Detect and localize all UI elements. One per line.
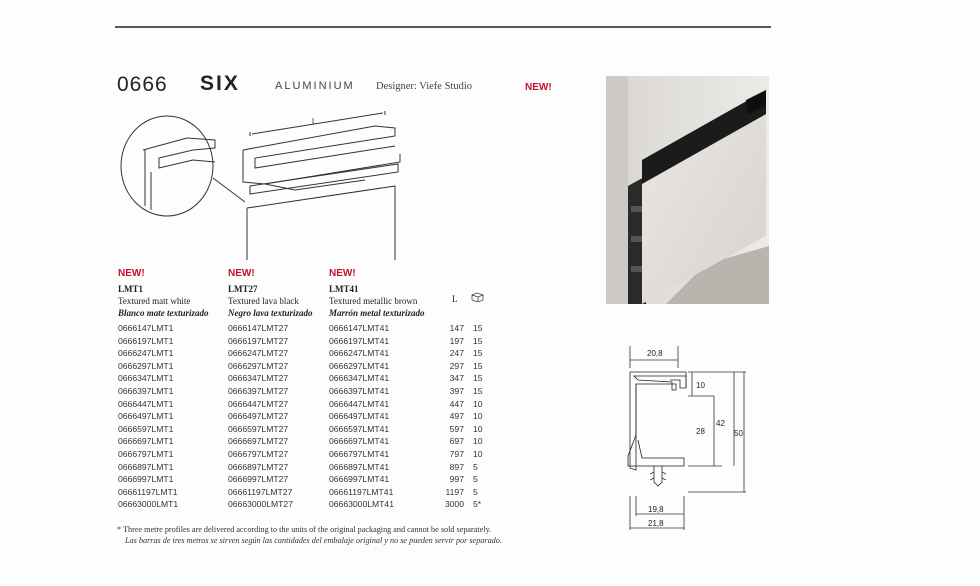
finish-name-en: Textured lava black [228,296,299,306]
ref-lmt1: 0666797LMT1 [118,449,174,459]
ref-lmt27: 0666697LMT27 [228,436,289,447]
ref-lmt1: 0666497LMT1 [118,411,174,422]
ref-lmt1: 0666197LMT1 [118,335,174,346]
ref-lmt41: 0666997LMT41 [329,474,390,485]
dim-42: 42 [716,419,725,428]
finish-new-badge: NEW! [329,268,356,279]
footnote-en: * Three metre profiles are delivered according to the units of the original packaging and cannot be sold separately. [117,525,492,534]
length-value: 347 [449,373,464,384]
dim-50: 50 [734,429,743,438]
ref-lmt1: 0666147LMT1 [118,323,174,333]
box-quantity: 10 [473,411,483,422]
new-badge: NEW! [525,82,552,93]
dim-bottom-inner: 19,8 [648,505,664,514]
box-icon [471,292,484,302]
product-material: ALUMINIUM [275,80,355,92]
ref-lmt41: 0666297LMT41 [329,360,390,371]
ref-lmt1: 0666397LMT1 [118,386,174,396]
finish-name-en: Textured metallic brown [329,296,418,306]
finish-column-lmt41 [329,268,425,319]
ref-lmt41: 06661197LMT41 [329,486,394,497]
finish-column-lmt1 [118,268,209,319]
ref-lmt27: 0666597LMT27 [228,423,289,434]
length-value: 797 [449,449,464,459]
finish-code: LMT41 [329,284,359,294]
ref-lmt27: 0666147LMT27 [228,323,289,333]
cross-section-drawing [610,340,760,536]
ref-lmt27: 0666347LMT27 [228,373,289,384]
length-value: 297 [449,360,464,371]
footnote-es: Las barras de tres metros se sirven según las cantidades del embalaje original y no se pueden servir por separado. [125,536,502,545]
ref-lmt27: 0666497LMT27 [228,411,289,422]
finish-name-en: Textured matt white [118,296,191,306]
finish-new-badge: NEW! [118,268,145,279]
length-value: 147 [449,323,464,333]
ref-lmt1: 06661197LMT1 [118,486,178,497]
ref-lmt1: 0666597LMT1 [118,423,174,434]
box-quantity: 10 [473,449,483,459]
ref-lmt27: 0666447LMT27 [228,398,289,409]
length-value: 597 [449,423,464,434]
ref-lmt1: 0666297LMT1 [118,360,174,371]
dim-28: 28 [696,427,705,436]
length-value: 247 [449,348,464,359]
box-quantity: 15 [473,323,483,333]
length-label: L [312,117,317,126]
ref-lmt27: 0666897LMT27 [228,461,289,472]
ref-lmt27: 0666797LMT27 [228,449,289,459]
profile-perspective-drawing [115,110,415,260]
ref-lmt41: 06663000LMT41 [329,499,394,510]
length-value: 1197 [445,486,464,497]
ref-lmt41: 0666347LMT41 [329,373,390,384]
ref-lmt27: 0666997LMT27 [228,474,289,485]
length-value: 397 [449,386,464,396]
product-photo [606,76,769,304]
finish-name-es: Blanco mate texturizado [118,308,209,318]
box-quantity: 15 [473,386,483,396]
ref-lmt27: 06661197LMT27 [228,486,293,497]
product-name: SIX [200,72,240,95]
ref-lmt41: 0666147LMT41 [329,323,390,333]
length-value: 997 [449,474,464,485]
ref-lmt27: 0666247LMT27 [228,348,289,359]
finish-name-es: Negro lava texturizado [228,308,313,318]
ref-lmt1: 0666447LMT1 [118,398,174,409]
ref-lmt27: 0666297LMT27 [228,360,289,371]
length-column-header: L [452,294,458,304]
box-quantity: 5* [473,499,482,510]
box-quantity: 15 [473,348,483,359]
dim-top-width: 20,8 [647,349,663,358]
finish-name-es: Marrón metal texturizado [329,308,425,318]
ref-lmt41: 0666597LMT41 [329,423,390,434]
finish-code: LMT1 [118,284,144,294]
box-quantity: 15 [473,335,483,346]
box-quantity: 10 [473,423,483,434]
box-quantity: 15 [473,373,483,384]
top-rule [115,26,771,28]
ref-lmt41: 0666797LMT41 [329,449,390,459]
box-quantity: 5 [473,486,478,497]
ref-lmt1: 0666997LMT1 [118,474,174,485]
ref-lmt41: 0666247LMT41 [329,348,390,359]
box-quantity: 5 [473,474,478,485]
ref-lmt41: 0666497LMT41 [329,411,390,422]
length-value: 447 [449,398,464,409]
box-quantity: 10 [473,436,483,447]
finish-new-badge: NEW! [228,268,255,279]
ref-lmt1: 0666697LMT1 [118,436,174,447]
ref-lmt27: 0666397LMT27 [228,386,289,396]
product-code: 0666 [117,73,168,96]
ref-lmt27: 06663000LMT27 [228,499,293,510]
box-quantity: 10 [473,398,483,409]
ref-lmt41: 0666447LMT41 [329,398,390,409]
designer-credit: Designer: Viefe Studio [376,81,472,92]
ref-lmt27: 0666197LMT27 [228,335,289,346]
box-quantity: 15 [473,360,483,371]
ref-lmt1: 0666347LMT1 [118,373,174,384]
finish-column-lmt27 [228,268,313,319]
ref-lmt41: 0666897LMT41 [329,461,390,472]
length-value: 697 [449,436,464,447]
dim-10: 10 [696,381,705,390]
ref-lmt1: 0666897LMT1 [118,461,174,472]
finish-code: LMT27 [228,284,258,294]
ref-lmt41: 0666197LMT41 [329,335,390,346]
footnote [117,524,502,546]
ref-lmt41: 0666397LMT41 [329,386,390,396]
kitchen-drawer-image [606,76,769,304]
ref-lmt1: 0666247LMT1 [118,348,174,359]
dim-bottom-outer: 21,8 [648,519,664,528]
length-value: 3000 [444,499,464,510]
length-value: 497 [449,411,464,422]
ref-lmt1: 06663000LMT1 [118,499,179,510]
length-value: 197 [449,335,464,346]
ref-lmt41: 0666697LMT41 [329,436,390,447]
length-value: 897 [449,461,464,472]
box-quantity: 5 [473,461,478,472]
